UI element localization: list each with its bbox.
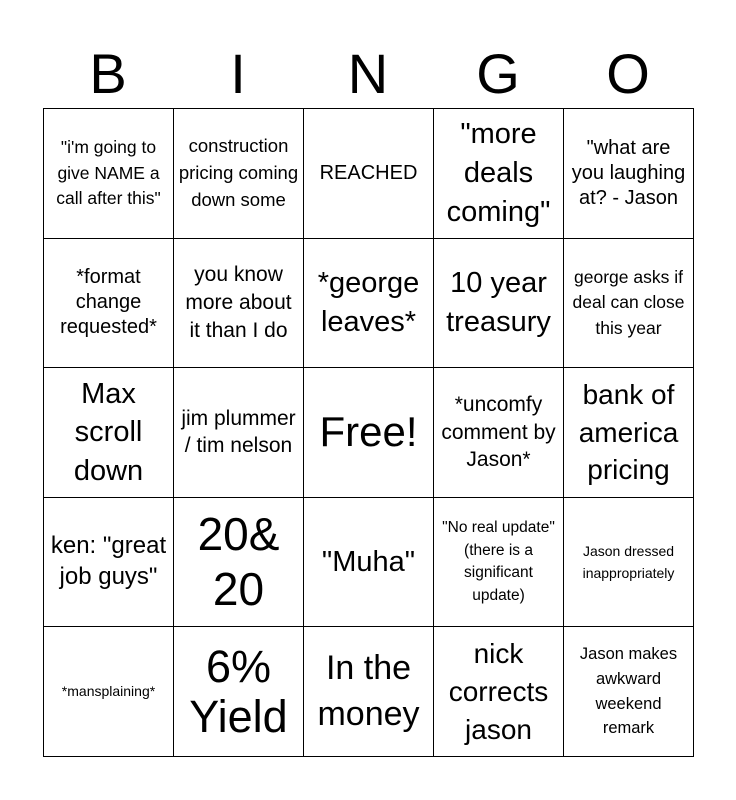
bingo-board bbox=[43, 108, 694, 757]
cell-text: "what are you laughing at? - Jason bbox=[571, 136, 686, 209]
bingo-cell-r5-c5[interactable] bbox=[564, 627, 694, 757]
cell-text: *uncomfy comment by Jason* bbox=[441, 392, 556, 472]
bingo-cell-r2-c2[interactable] bbox=[174, 239, 304, 369]
header-letter-i: I bbox=[230, 42, 246, 105]
header-letter-n: N bbox=[347, 42, 389, 105]
cell-text: Free! bbox=[319, 408, 418, 456]
bingo-cell-r4-c3[interactable] bbox=[304, 498, 434, 628]
bingo-header bbox=[43, 40, 693, 108]
cell-text: bank of america pricing bbox=[578, 378, 679, 486]
cell-text: "No real update" (there is a significant update) bbox=[442, 519, 555, 604]
bingo-cell-r4-c5[interactable] bbox=[564, 498, 694, 628]
cell-text: "more deals coming" bbox=[446, 118, 551, 228]
bingo-cell-r3-c1[interactable] bbox=[44, 368, 174, 498]
cell-text: construction pricing coming down some bbox=[178, 135, 299, 210]
bingo-cell-r2-c1[interactable] bbox=[44, 239, 174, 369]
bingo-cell-r4-c2[interactable] bbox=[174, 498, 304, 628]
bingo-cell-r1-c5[interactable] bbox=[564, 109, 694, 239]
header-letter-g: G bbox=[476, 42, 520, 105]
cell-text: nick corrects jason bbox=[448, 637, 549, 745]
cell-text: 6% Yield bbox=[189, 641, 288, 742]
cell-text: jim plummer / tim nelson bbox=[181, 406, 296, 458]
cell-text: *mansplaining* bbox=[61, 683, 156, 700]
cell-text: 20& 20 bbox=[197, 507, 280, 616]
cell-text: "Muha" bbox=[321, 545, 416, 578]
cell-text: Jason dressed inappropriately bbox=[582, 542, 675, 582]
bingo-cell-r3-c3[interactable] bbox=[304, 368, 434, 498]
bingo-cell-r3-c4[interactable] bbox=[434, 368, 564, 498]
header-letter-b: B bbox=[89, 42, 127, 105]
bingo-cell-r5-c3[interactable] bbox=[304, 627, 434, 757]
bingo-cell-r2-c3[interactable] bbox=[304, 239, 434, 369]
cell-text: In the money bbox=[317, 649, 420, 733]
bingo-cell-r3-c5[interactable] bbox=[564, 368, 694, 498]
cell-text: REACHED bbox=[319, 161, 418, 184]
cell-text: george asks if deal can close this year bbox=[572, 266, 685, 338]
bingo-cell-r4-c4[interactable] bbox=[434, 498, 564, 628]
cell-text: *george leaves* bbox=[317, 267, 420, 338]
bingo-cell-r2-c4[interactable] bbox=[434, 239, 564, 369]
bingo-cell-r5-c1[interactable] bbox=[44, 627, 174, 757]
cell-text: ken: "great job guys" bbox=[50, 532, 167, 591]
bingo-cell-r5-c2[interactable] bbox=[174, 627, 304, 757]
bingo-cell-r1-c4[interactable] bbox=[434, 109, 564, 239]
bingo-cell-r1-c3[interactable] bbox=[304, 109, 434, 239]
bingo-cell-r5-c4[interactable] bbox=[434, 627, 564, 757]
cell-text: Jason makes awkward weekend remark bbox=[579, 645, 678, 738]
bingo-cell-r1-c1[interactable] bbox=[44, 109, 174, 239]
bingo-cell-r2-c5[interactable] bbox=[564, 239, 694, 369]
cell-text: 10 year treasury bbox=[446, 267, 551, 338]
bingo-cell-r3-c2[interactable] bbox=[174, 368, 304, 498]
cell-text: *format change requested* bbox=[60, 266, 157, 339]
cell-text: you know more about it than I do bbox=[185, 263, 292, 342]
bingo-cell-r1-c2[interactable] bbox=[174, 109, 304, 239]
bingo-cell-r4-c1[interactable] bbox=[44, 498, 174, 628]
cell-text: Max scroll down bbox=[73, 377, 144, 487]
cell-text: "i'm going to give NAME a call after this" bbox=[56, 137, 161, 208]
header-letter-o: O bbox=[606, 42, 650, 105]
